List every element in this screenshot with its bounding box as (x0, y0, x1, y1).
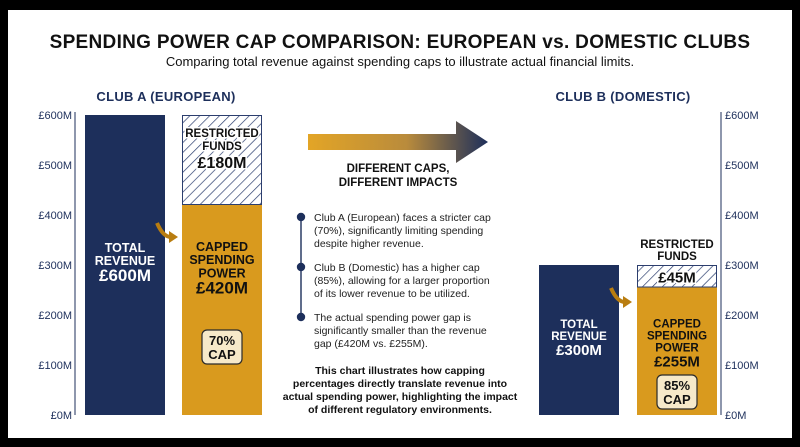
connector-arrowhead-icon (169, 231, 178, 243)
capped-spending-label: CAPPED (195, 240, 249, 254)
infographic-frame (8, 10, 792, 438)
bullet-dot-icon (297, 263, 305, 271)
total-revenue-label: REVENUE (551, 331, 607, 343)
direction-arrow (308, 121, 488, 163)
cap-badge-text: 85% (663, 378, 691, 393)
y-tick-label: £100M (725, 360, 759, 372)
club-b-panel (539, 89, 759, 422)
y-tick-label: £600M (725, 110, 759, 122)
note-line: Club B (Domestic) has a higher cap (314, 262, 480, 274)
total-revenue-label: TOTAL (560, 318, 598, 331)
restricted-funds-label: FUNDS (657, 251, 697, 263)
y-tick-label: £500M (725, 160, 759, 172)
capped-spending-label: CAPPED (653, 318, 701, 331)
capped-spending-label: SPENDING (189, 253, 255, 268)
note-line: The actual spending power gap is (314, 312, 472, 324)
footer-note: actual spending power, highlighting the impact (282, 391, 518, 403)
total-revenue-value: £600M (99, 266, 151, 286)
footer-note: percentages directly translate revenue into (292, 378, 508, 390)
chart-title: SPENDING POWER CAP COMPARISON: EUROPEAN vs. DOMESTIC CLUBS (49, 32, 751, 53)
total-revenue-label: TOTAL (104, 240, 146, 255)
middle-notes (283, 163, 518, 416)
footer-note: This chart illustrates how capping (315, 365, 485, 377)
middle-heading: DIFFERENT IMPACTS (338, 177, 458, 189)
y-tick-label: £500M (38, 160, 72, 172)
club-a-panel (38, 89, 262, 422)
restricted-funds-value: £45M (658, 269, 696, 287)
capped-spending-bar (182, 205, 262, 415)
capped-spending-value: £420M (196, 278, 248, 298)
bullet-dot-icon (297, 213, 305, 221)
total-revenue-value: £300M (556, 342, 602, 360)
y-tick-label: £0M (50, 410, 72, 422)
cap-badge-text: CAP (208, 347, 236, 362)
capped-spending-label: POWER (655, 342, 699, 355)
note-line: (85%), allowing for a larger proportion (314, 275, 490, 287)
club-title: CLUB B (DOMESTIC) (555, 89, 691, 104)
note-line: despite higher revenue. (314, 238, 424, 250)
middle-heading: DIFFERENT CAPS, (346, 163, 450, 175)
note-line: significantly smaller than the revenue (314, 325, 487, 337)
cap-badge-text: 70% (208, 333, 236, 348)
restricted-funds-label: RESTRICTED (185, 128, 259, 140)
y-tick-label: £300M (725, 260, 759, 272)
y-tick-label: £600M (38, 110, 72, 122)
note-line: gap (£420M vs. £255M). (314, 338, 428, 350)
capped-spending-label: SPENDING (646, 330, 708, 343)
total-revenue-label: REVENUE (94, 254, 156, 268)
chart-subtitle: Comparing total revenue against spending caps to illustrate actual financial limits. (165, 54, 635, 69)
note-line: (70%), significantly limiting spending (314, 225, 484, 237)
right-arrow-icon (308, 121, 488, 163)
y-tick-label: £400M (38, 210, 72, 222)
footer-note: of different regulatory environments. (308, 404, 492, 416)
note-line: Club A (European) faces a stricter cap (314, 212, 491, 224)
y-tick-label: £400M (725, 210, 759, 222)
cap-badge-text: CAP (663, 392, 691, 407)
restricted-funds-label: FUNDS (202, 141, 242, 153)
y-tick-label: £100M (38, 360, 72, 372)
y-tick-label: £200M (38, 310, 72, 322)
club-title: CLUB A (EUROPEAN) (96, 89, 236, 104)
connector-arrowhead-icon (623, 296, 632, 308)
capped-spending-label: POWER (198, 266, 246, 281)
restricted-funds-value: £180M (197, 155, 247, 172)
note-line: of its lower revenue to be utilized. (314, 288, 470, 300)
y-tick-label: £200M (725, 310, 759, 322)
y-tick-label: £300M (38, 260, 72, 272)
bullet-dot-icon (297, 313, 305, 321)
capped-spending-value: £255M (654, 353, 700, 371)
restricted-funds-label: RESTRICTED (640, 239, 714, 251)
y-tick-label: £0M (725, 410, 747, 422)
chart-canvas (8, 10, 792, 438)
